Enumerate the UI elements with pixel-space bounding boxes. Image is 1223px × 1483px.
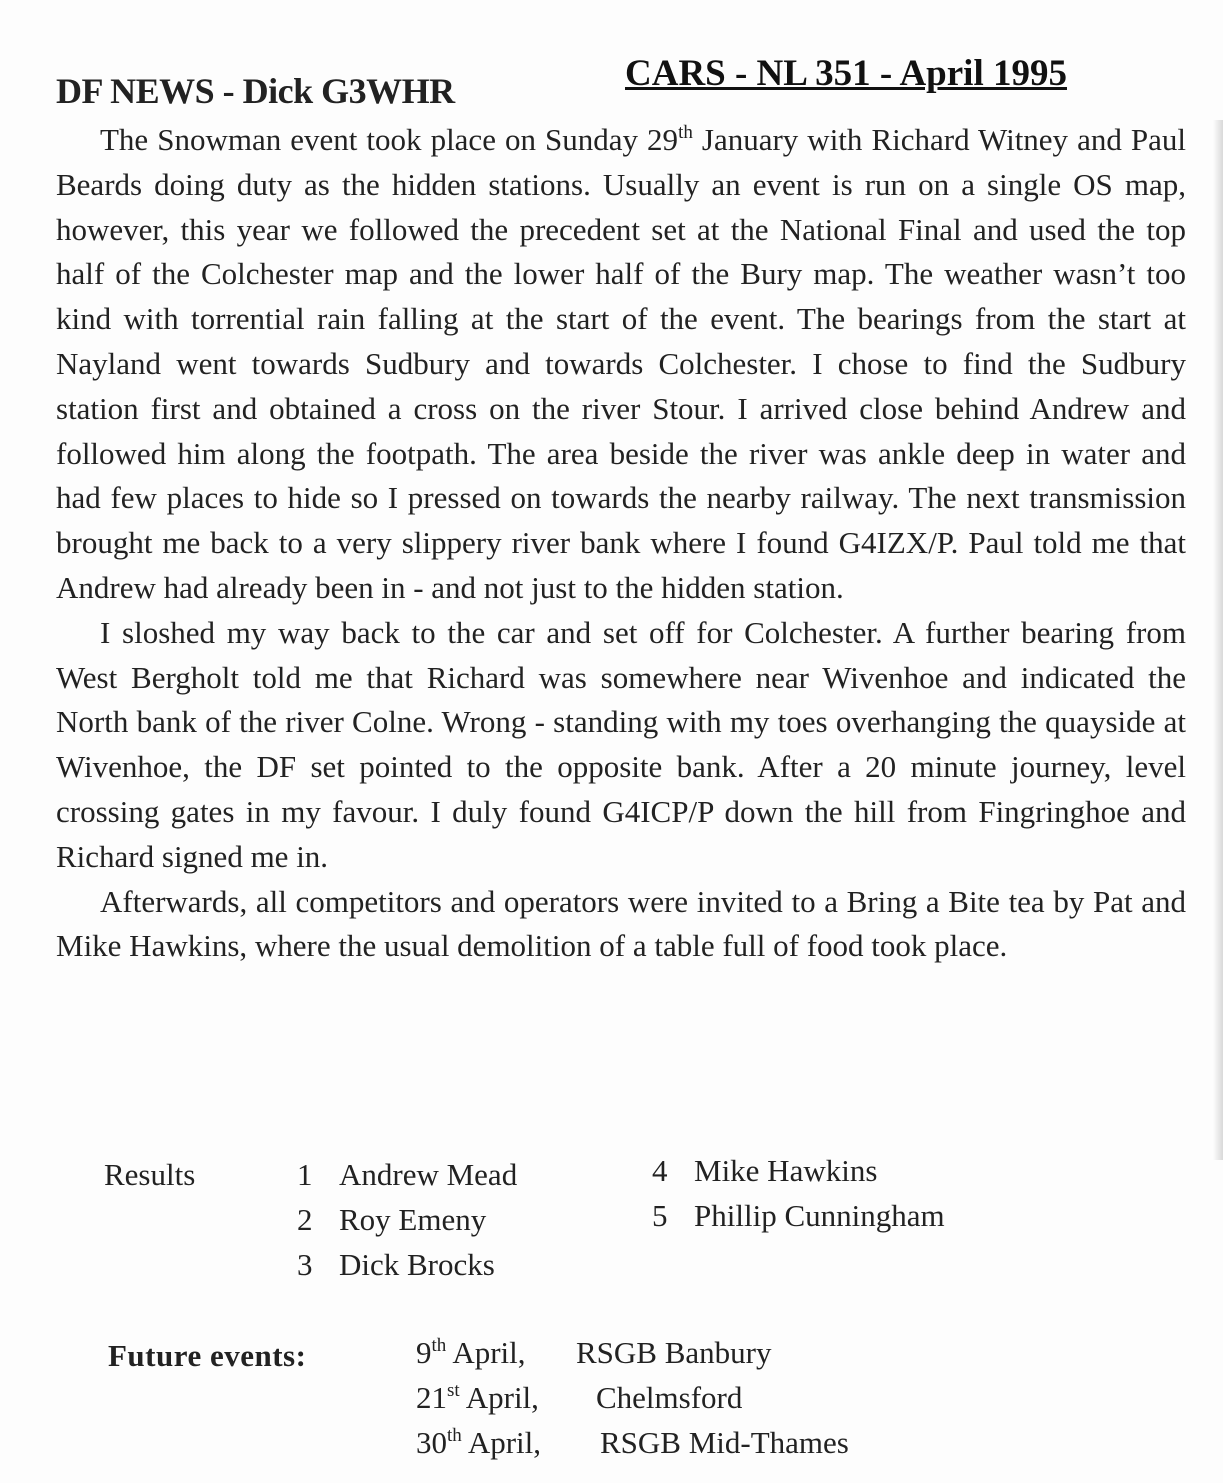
- future-events-label: Future events:: [108, 1338, 307, 1373]
- result-entry: [652, 1148, 945, 1193]
- event-day: 21: [416, 1380, 447, 1415]
- result-name: Andrew Mead: [339, 1157, 518, 1192]
- result-entry: [297, 1152, 517, 1197]
- article-title: DF NEWS - Dick G3WHR: [56, 71, 455, 111]
- results-label: Results: [104, 1157, 196, 1192]
- scan-edge-shadow: [1213, 120, 1223, 1160]
- result-place: 2: [297, 1202, 313, 1237]
- event-month: April,: [459, 1380, 539, 1415]
- paragraph-2: I sloshed my way back to the car and set off for Colchester. A further bearing from West Bergholt told me that Richard was somewhere near Wivenhoe and indicated the North bank of the river Colne. Wrong - standing with my toes overhanging the quayside at Wivenhoe, the DF set pointed to the opposite bank. After a 20 minute journey, level crossing gates in my favour. I duly found G4ICP/P down the hill from Fingringhoe and Richard signed me in.: [56, 614, 1186, 874]
- future-events-list: [416, 1330, 849, 1465]
- result-place: 3: [297, 1247, 313, 1282]
- p1-text-b: January with Richard Witney and Paul Beards doing duty as the hidden stations. Usually an event is run on a single OS map, however, this year we followed the precedent set at the National Final and used the top half of the Colchester map and the lower half of the Bury map. The weather wasn’t too kind with torrential rain falling at the start of the event. The bearings from the start at Nayland went towards Sudbury and towards Colchester. I chose to find the Sudbury station first and obtained a cross on the river Stour. I arrived close behind Andrew and followed him along the footpath. The area beside the river was ankle deep in water and had few places to hide so I pressed on towards the nearby railway. The next transmission brought me back to a very slippery river bank where I found G4IZX/P. Paul told me that Andrew had already been in - and not just to the hidden station.: [56, 122, 1186, 605]
- result-place: 1: [297, 1157, 313, 1192]
- result-entry: [652, 1193, 945, 1238]
- event-entry: [416, 1330, 849, 1375]
- result-name: Dick Brocks: [339, 1247, 495, 1282]
- p1-ordinal: th: [678, 122, 693, 143]
- event-day: 9: [416, 1335, 432, 1370]
- p1-text-a: The Snowman event took place on Sunday 29: [100, 122, 679, 157]
- result-entry: [297, 1242, 517, 1287]
- result-place: 4: [652, 1153, 668, 1188]
- event-entry: [416, 1375, 849, 1420]
- article-body: [56, 118, 1186, 969]
- event-day-suffix: th: [431, 1335, 447, 1356]
- event-place: RSGB Mid-Thames: [600, 1425, 849, 1460]
- event-entry: [416, 1420, 849, 1465]
- result-place: 5: [652, 1198, 668, 1233]
- event-place: Chelmsford: [596, 1380, 743, 1415]
- event-day: 30: [416, 1425, 447, 1460]
- event-day-suffix: th: [447, 1425, 462, 1446]
- event-month: April,: [446, 1335, 526, 1370]
- event-day-suffix: st: [447, 1380, 460, 1401]
- results-column-1: [297, 1152, 517, 1287]
- result-entry: [297, 1197, 517, 1242]
- results-column-2: [652, 1148, 945, 1238]
- result-name: Mike Hawkins: [694, 1153, 878, 1188]
- event-place: RSGB Banbury: [576, 1335, 772, 1370]
- newsletter-banner: CARS - NL 351 - April 1995: [625, 53, 1067, 94]
- result-name: Roy Emeny: [339, 1202, 487, 1237]
- paragraph-3: Afterwards, all competitors and operators were invited to a Bring a Bite tea by Pat and Mike Hawkins, where the usual demolition of a table full of food took place.: [56, 883, 1186, 964]
- paragraph-1: [56, 118, 1186, 611]
- event-month: April,: [461, 1425, 542, 1460]
- result-name: Phillip Cunningham: [694, 1198, 945, 1233]
